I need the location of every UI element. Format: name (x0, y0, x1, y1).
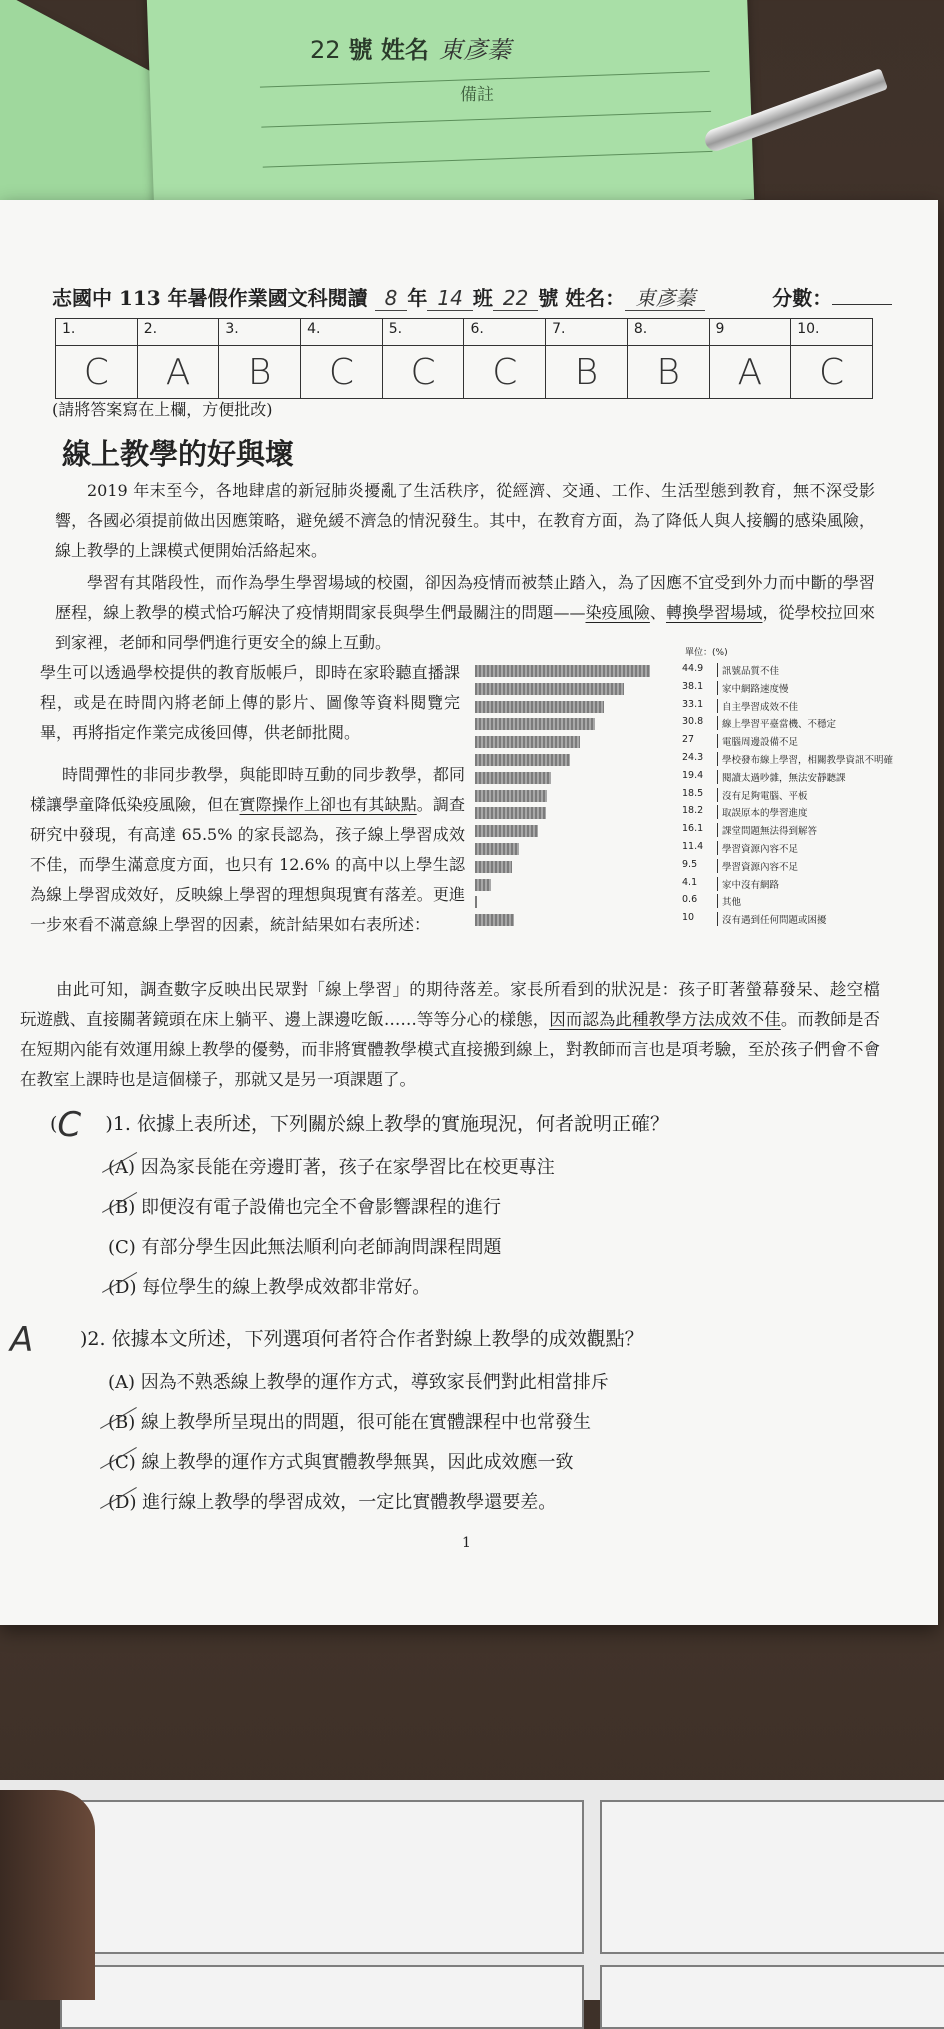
chart-bar (475, 861, 512, 873)
chart-value-label: 33.1 (682, 698, 704, 710)
chart-value-label: 19.4 (682, 769, 704, 781)
answer-table (55, 318, 873, 399)
answer-value-cell: C (301, 346, 383, 399)
chart-value-label: 18.5 (682, 787, 704, 799)
question-1-number: )1. (105, 1113, 131, 1135)
floor-tiles (0, 1780, 944, 2000)
chart-bar (475, 879, 491, 891)
paragraph-2-text: 、 (649, 603, 666, 622)
chart-bar (475, 701, 604, 713)
paragraph-2-text: 學習有其階段性，而作為學生學習場域的校園，卻因為疫情而被禁止踏入，為了因應不宜受到外力而中斷的學習歷程，線上教學的模式恰巧解決了疫情期間家長與學生們最關注的問題—— (55, 573, 875, 622)
answer-number-cell: 5. (382, 319, 464, 346)
paragraph-4-text: 。而教師是否在短期內能有效運用線上教學的優勢，而非將實體教學模式直接搬到線上，對教師而言也是項考驗，至於孩子們會不會在教室上課時也是這個樣子，那就又是另一項課題了。 (20, 1010, 881, 1089)
chart-bar (475, 665, 650, 677)
answer-value-cell: A (137, 346, 219, 399)
answer-value-cell: B (546, 346, 628, 399)
floor-tile (600, 1800, 944, 1954)
answer-number-cell: 6. (464, 319, 546, 346)
class-value: 14 (427, 286, 472, 311)
question-1-option-a: (A) 因為家長能在旁邊盯著，孩子在家學習比在校更專注 (108, 1157, 555, 1178)
class-label: 班 (472, 286, 493, 310)
paragraph-4-text: 由此可知，調查數字反映出民眾對「線上學習」的期待落差。家長所看到的狀況是：孩子盯著螢幕發呆、趁空檔玩遊戲、直接關著鏡頭在床上躺平、邊上課邊吃飯……等等分心的樣態， (20, 980, 880, 1029)
roster-number: 22 (310, 36, 341, 64)
answer-value-cell: A (709, 346, 791, 399)
question-1-answer: C (57, 1105, 82, 1145)
chart-bar (475, 718, 595, 730)
chart-value-label: 44.9 (682, 663, 704, 674)
score-label: 分數： (772, 286, 833, 310)
chart-bar (475, 683, 624, 695)
roster-remark-label: 備註 (460, 85, 494, 105)
answer-number-cell: 10. (791, 319, 873, 346)
grade-value: 8 (375, 286, 408, 311)
worksheet-header (52, 282, 892, 311)
question-2-number: )2. (80, 1328, 106, 1350)
question-2-option-a: (A) 因為不熟悉線上教學的運作方式，導致家長們對此相當排斥 (108, 1372, 609, 1393)
chart-value-label: 38.1 (682, 680, 704, 692)
chart-category-label: 沒有遇到任何問題或困擾 (717, 912, 827, 926)
answer-value-cell: C (56, 346, 138, 399)
answer-number-cell: 4. (301, 319, 383, 346)
underlined-phrase: 因而認為此種教學方法成效不佳 (549, 1010, 781, 1029)
paragraph-4 (20, 975, 880, 1095)
answer-number-cell: 8. (627, 319, 709, 346)
chart-bar (475, 736, 580, 748)
question-2-option-d: (D) 進行線上教學的學習成效，一定比實體教學還要差。 (108, 1492, 557, 1513)
paragraph-3-text: 時間彈性的非同步教學，與能即時互動的同步教學，都同樣讓學童降低染疫風險，但在 (30, 765, 465, 814)
chart-value-label: 30.8 (682, 716, 704, 728)
student-name: 東彥蓁 (625, 286, 705, 311)
chart-value-label: 11.4 (682, 841, 704, 852)
underlined-phrase: 染疫風險 (585, 603, 650, 622)
chart-value-label: 0.6 (682, 894, 698, 906)
chart-category-label: 學習資源內容不足 (717, 859, 798, 873)
roster-line (261, 111, 711, 128)
seat-value: 22 (493, 286, 538, 311)
chart-category-label: 線上學習平臺當機、不穩定 (717, 716, 836, 730)
floor-tile (60, 1965, 584, 2029)
chart-category-label: 電腦周邊設備不足 (717, 734, 798, 748)
chart-value-label: 16.1 (682, 823, 704, 835)
roster-label: 號 姓名 (348, 35, 429, 64)
chart-bar (475, 754, 570, 766)
question-2-text: 依據本文所述，下列選項何者符合作者對線上教學的成效觀點？ (111, 1328, 644, 1350)
chart-category-label: 訊號品質不佳 (717, 663, 779, 677)
question-1-option-d: (D) 每位學生的線上教學成效都非常好。 (108, 1277, 431, 1298)
chart-category-label: 閱讀太過吵雜，無法安靜聽課 (717, 770, 846, 784)
floor-tile (60, 1800, 584, 1954)
chart-category-label: 沒有足夠電腦、平板 (717, 788, 808, 802)
question-2-option-c: (C) 線上教學的運作方式與實體教學無異，因此成效應一致 (108, 1452, 574, 1473)
chart-value-label: 18.2 (682, 805, 704, 817)
roster-name: 東彥蓁 (438, 36, 511, 64)
question-1-text: 依據上表所述，下列關於線上教學的實施現況，何者說明正確？ (137, 1113, 670, 1135)
answer-number-row (56, 319, 873, 346)
chart-value-label: 24.3 (682, 752, 704, 763)
worksheet-title: 志國中 113 年暑假作業國文科閱讀 (52, 286, 368, 310)
roster-line (263, 151, 713, 168)
worksheet-page (0, 200, 938, 1625)
chart-category-label: 學校發布線上學習，相關教學資訊不明確 (717, 752, 893, 766)
paragraph-1: 2019 年末至今，各地肆虐的新冠肺炎擾亂了生活秩序，從經濟、交通、工作、生活型態到教育，無不深受影響，各國必須提前做出因應策略，避免緩不濟急的情況發生。其中，在教育方面，為了降低人與人接觸的感染風險，線上教學的上課模式便開始活絡起來。 (55, 481, 875, 560)
paragraph-3-text: 。調查研究中發現，有高達 65.5% 的家長認為，孩子線上學習成效不佳，而學生滿意度方面，也只有 12.6% 的高中以上學生認為線上學習成效好，反映線上學習的理想與現實有落差。更進一步來看不滿意線上學習的因素，統計結果如右表所述： (30, 795, 465, 934)
answer-value-cell: C (382, 346, 464, 399)
seat-label: 號 姓名： (538, 286, 626, 310)
chart-category-label: 家中沒有網路 (717, 877, 779, 891)
chart-bar (475, 825, 538, 837)
paragraph-2-text: ，從學校拉回來到家裡，老師和同學們進行更安全的線上互動。 (55, 603, 875, 652)
answer-value-cell: C (464, 346, 546, 399)
question-2 (10, 1320, 644, 1360)
roster-header (310, 30, 511, 65)
chart-bar (475, 896, 477, 908)
paragraph-3 (30, 760, 465, 940)
chart-category-label: 學習資源內容不足 (717, 841, 798, 855)
chart-category-label: 其他 (717, 894, 741, 908)
question-2-answer: A (10, 1320, 34, 1360)
chart-value-label: 4.1 (682, 876, 698, 888)
answer-note: (請將答案寫在上欄，方便批改) (52, 400, 273, 419)
paragraph-2-continued: 學生可以透過學校提供的教育版帳戶，即時在家聆聽直播課程，或是在時間內將老師上傳的影片、圖像等資料閱覽完畢，再將指定作業完成後回傳，供老師批閱。 (40, 663, 460, 742)
chart-category-label: 取誤原本的學習進度 (717, 805, 808, 819)
question-2-option-b: (B) 線上教學所呈現出的問題，很可能在實體課程中也常發生 (108, 1412, 591, 1433)
question-1-option-c: (C) 有部分學生因此無法順利向老師詢問課程問題 (108, 1237, 502, 1258)
chart-bar (475, 772, 551, 784)
answer-value-cell: C (791, 346, 873, 399)
floor-tile (600, 1965, 944, 2029)
article-title: 線上教學的好與壞 (62, 437, 295, 471)
answer-value-cell: B (627, 346, 709, 399)
chart-value-label: 9.5 (682, 858, 698, 870)
question-1 (50, 1105, 669, 1145)
chart-category-label: 課堂問題無法得到解答 (717, 823, 817, 837)
reason-bar-chart (475, 645, 930, 935)
chart-bar (475, 843, 519, 855)
chart-bar (475, 790, 547, 802)
answer-number-cell: 7. (546, 319, 628, 346)
chart-category-label: 自主學習成效不佳 (717, 699, 798, 713)
answer-value-cell: B (219, 346, 301, 399)
chart-bar (475, 807, 546, 819)
answer-number-cell: 1. (56, 319, 138, 346)
answer-number-cell: 3. (219, 319, 301, 346)
page-number: 1 (462, 1535, 471, 1551)
underlined-phrase: 實際操作上卻也有其缺點 (239, 795, 417, 814)
chart-value-label: 27 (682, 734, 695, 746)
underlined-phrase: 轉換學習場域 (665, 603, 763, 622)
grade-label: 年 (407, 286, 428, 310)
question-bracket: ( (50, 1113, 58, 1135)
chart-value-label: 10 (682, 912, 695, 924)
answer-number-cell: 2. (137, 319, 219, 346)
chart-category-label: 家中網路速度慢 (717, 681, 789, 695)
chart-bar (475, 914, 514, 926)
question-1-option-b: (B) 即便沒有電子設備也完全不會影響課程的進行 (108, 1197, 501, 1218)
score-blank (832, 304, 892, 305)
answer-value-row (56, 346, 873, 399)
chart-unit: 單位：(%) (685, 648, 728, 658)
answer-number-cell: 9 (709, 319, 791, 346)
hand-shadow (0, 1790, 95, 2000)
